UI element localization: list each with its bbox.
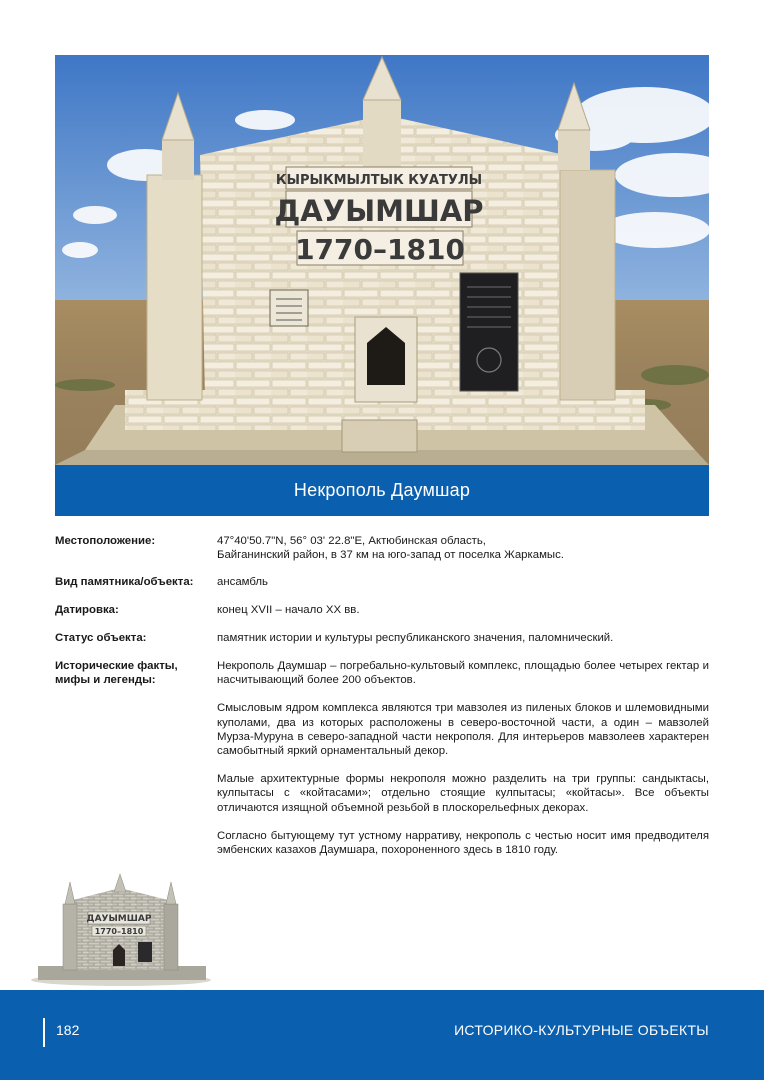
value-location <box>217 534 709 562</box>
history-paragraph: Малые архитектурные формы некрополя можно разделить на три группы: сандыктасы, кулпытасы с «койтасами»; отдельно стоящие кулпытасы; «койтасы». Все объекты отличаются изящной объемной резьбой в плоскорельефных декорах. <box>217 773 709 814</box>
section-title: ИСТОРИКО-КУЛЬТУРНЫЕ ОБЪЕКТЫ <box>454 1022 709 1038</box>
location-line-1: 47°40'50.7"N, 56° 03' 22.8"E, Актюбинская область, <box>217 535 486 547</box>
value-status: памятник истории и культуры республиканского значения, паломнический. <box>217 632 614 644</box>
value-dating: конец XVII – начало XX вв. <box>217 604 360 616</box>
history-paragraph: Согласно бытующему тут устному нарративу, некрополь с честью носит имя предводителя эмбенских казахов Даумшара, похороненного здесь в 1810 году. <box>217 829 709 857</box>
label-history-line-1: Исторические факты, <box>55 660 178 672</box>
location-line-2: Байганинский район, в 37 км на юго-запад от поселка Жаркамыс. <box>217 549 564 562</box>
value-type: ансамбль <box>217 576 268 588</box>
label-dating: Датировка: <box>55 604 119 616</box>
thumbnail-sign-line-1: ДАУЫМШАР <box>86 914 152 924</box>
value-history <box>217 659 709 857</box>
photo-caption-bar <box>55 465 709 516</box>
label-status: Статус объекта: <box>55 632 147 644</box>
mausoleum-thumbnail <box>28 870 214 988</box>
mausoleum-photo <box>55 55 709 465</box>
thumbnail-sign-line-2: 1770–1810 <box>94 927 144 936</box>
label-history <box>55 659 215 687</box>
page-footer <box>0 990 764 1080</box>
footer-divider <box>43 1018 45 1047</box>
sign-line-1: КЫРЫКМЫЛТЫК КУАТУЛЫ <box>275 173 483 188</box>
label-type: Вид памятника/объекта: <box>55 576 194 588</box>
history-paragraph: Смысловым ядром комплекса являются три мавзолея из пиленых блоков и шлемовидными куполами, два из которых расположены в северо-восточной части, а один – мавзолей Мурза-Муруна в северо-западной части некрополя. Для интерьеров мавзолеев характерен самобытный яркий орнаментальный декор. <box>217 702 709 758</box>
label-location: Местоположение: <box>55 535 156 547</box>
label-history-line-2: мифы и легенды: <box>55 674 156 687</box>
photo-caption: Некрополь Даумшар <box>293 480 471 500</box>
page-number: 182 <box>56 1022 80 1038</box>
history-paragraph: Некрополь Даумшар – погребально-культовый комплекс, площадью более четырех гектар и насчитывающий более 200 объектов. <box>217 660 709 687</box>
sign-line-3: 1770–1810 <box>295 233 465 266</box>
sign-line-2: ДАУЫМШАР <box>274 194 484 228</box>
